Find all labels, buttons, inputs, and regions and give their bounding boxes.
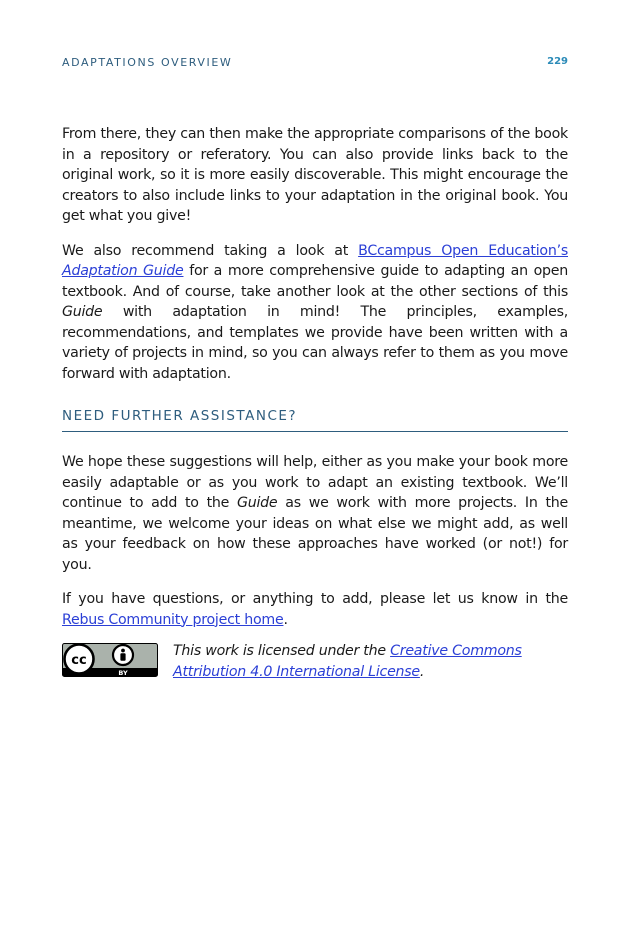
page-content (62, 124, 568, 687)
license-statement (173, 641, 568, 682)
guide-emphasis: Guide (62, 304, 103, 320)
running-header (62, 56, 568, 70)
paragraph-text: for a more comprehensive guide to adapting an open textbook. And of course, take another look at the other sections of this (62, 263, 568, 300)
page-number: 229 (547, 56, 568, 67)
section-heading: NEED FURTHER ASSISTANCE? (62, 408, 568, 432)
paragraph-questions (62, 589, 568, 630)
license-text: This work is licensed under the (173, 643, 391, 659)
svg-text:cc: cc (71, 653, 87, 668)
paragraph-text: with adaptation in mind! The principles, examples, recommendations, and templates we provide have been written with a variety of projects in mind, so you can always refer to them as you move forward with adaptation. (62, 304, 568, 382)
section-body (62, 452, 568, 630)
cc-by-label: BY (118, 669, 128, 677)
paragraph-adaptation-guide (62, 241, 568, 385)
guide-emphasis: Guide (236, 495, 278, 511)
running-title: ADAPTATIONS OVERVIEW (62, 56, 233, 69)
link-text-italic: Adaptation Guide (62, 263, 184, 279)
paragraph-text: We also recommend taking a look at (62, 242, 359, 259)
paragraph-text: as we work with more projects. In the meantime, we welcome your ideas on what else we might add, as well as your feedback on how these approaches have worked (or not!) for you. (62, 495, 569, 573)
rebus-community-link[interactable]: Rebus Community project home (62, 611, 284, 628)
license-text-end: . (419, 663, 425, 680)
cc-license-link[interactable]: Creative Commons Attribution 4.0 International License (173, 643, 522, 680)
paragraph-suggestions (62, 452, 568, 575)
license-block (62, 643, 568, 687)
paragraph-text: If you have questions, or anything to add, please let us know in the (62, 591, 568, 607)
paragraph-comparisons (62, 124, 568, 227)
cc-by-license-icon[interactable] (62, 643, 158, 677)
paragraph-text: From there, they can then make the appropriate comparisons of the book in a repository or referatory. You can also provide links back to the original work, so it is more easily discoverable. This might encourage the creators to also include links to your adaptation in the original book. You get what you give! (62, 126, 568, 224)
paragraph-text: We hope these suggestions will help, either as you make your book more easily adaptable or as you work to adapt an existing textbook. We’ll continue to add to the (62, 454, 568, 511)
paragraph-text: . (283, 611, 288, 628)
link-text: BCcampus Open Education’s (358, 242, 568, 259)
